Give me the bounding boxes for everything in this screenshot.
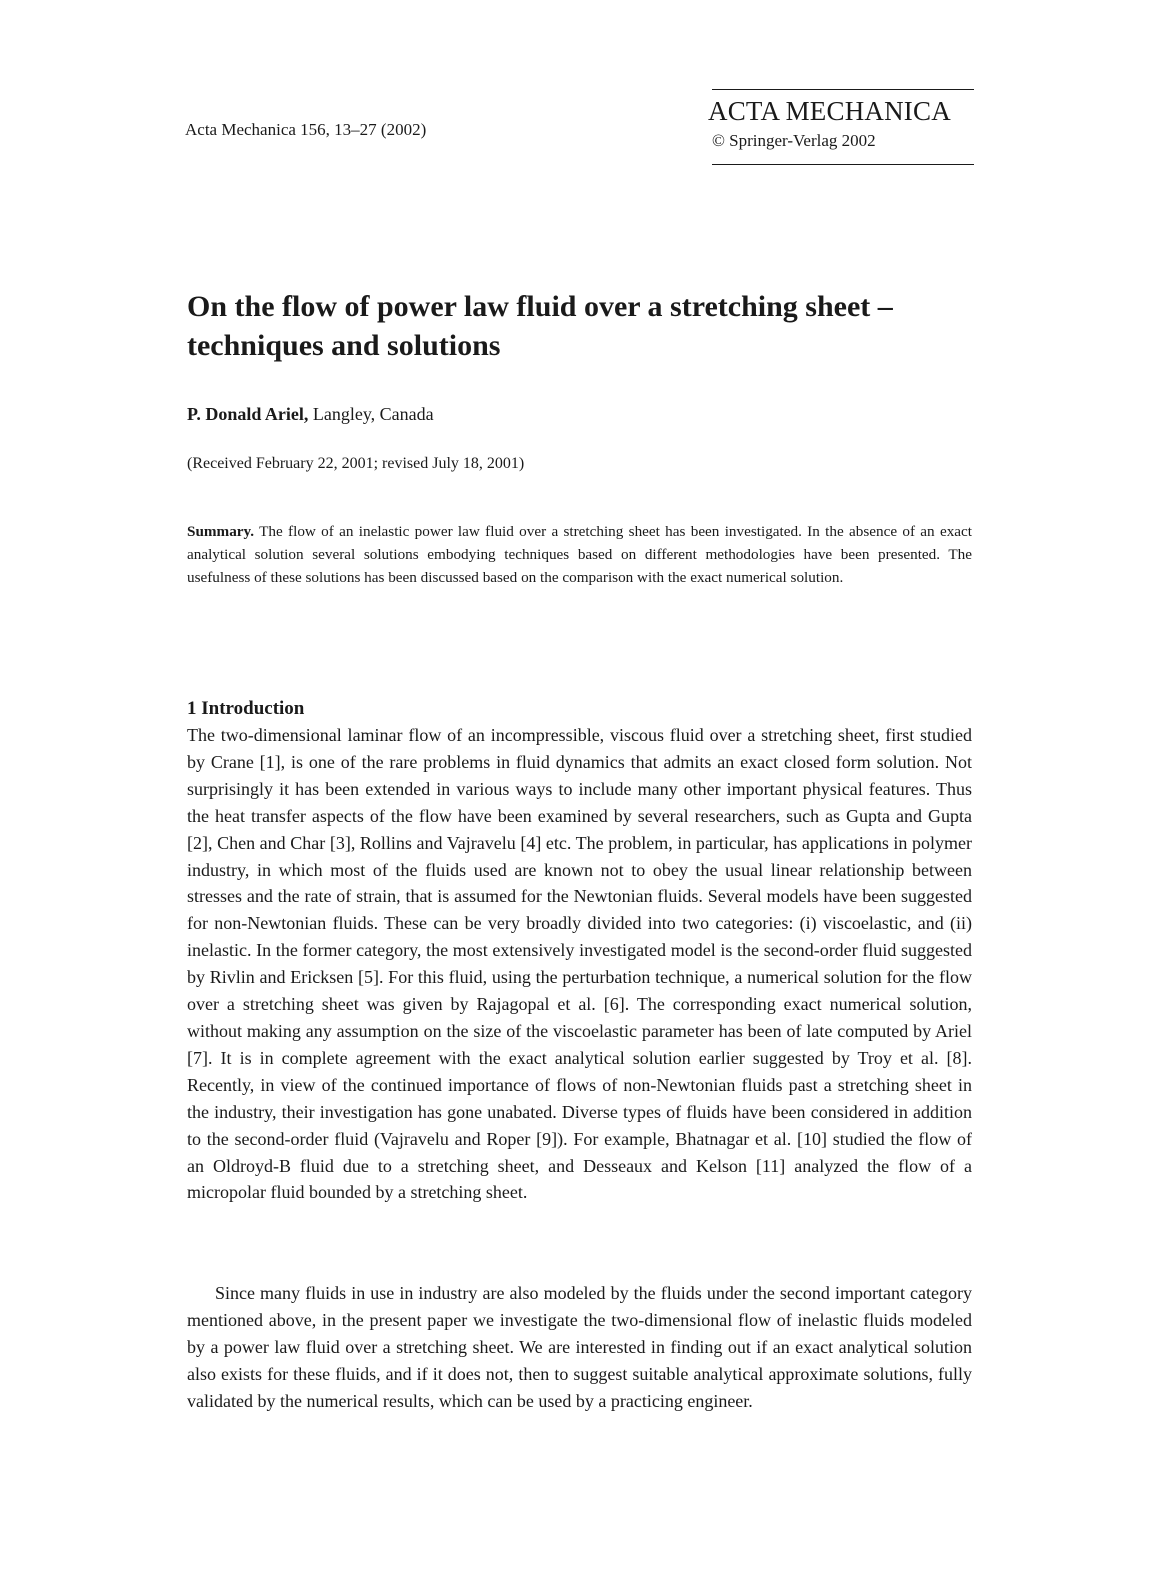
received-dates: (Received February 22, 2001; revised July 18, 2001) [187, 455, 525, 472]
paper-title: On the flow of power law fluid over a stretching sheet – techniques and solutions [187, 290, 893, 362]
journal-citation: Acta Mechanica 156, 13–27 (2002) [185, 120, 427, 139]
author-location: Langley, Canada [312, 404, 434, 424]
summary-label: Summary. [187, 523, 255, 540]
introduction-paragraph-1: The two-dimensional laminar flow of an incompressible, viscous fluid over a stretching sheet, first studied by Crane [1], is one of the rare problems in fluid dynamics that admits an exact closed form solution. Not surprisingly it has been extended in various ways to include many other important physical features. Thus the heat transfer aspects of the flow have been examined by several researchers, such as Gupta and Gupta [2], Chen and Char [3], Rollins and Vajravelu [4] etc. The problem, in particular, has applications in polymer industry, in which most of the fluids used are known not to obey the usual linear relationship between stresses and the rate of strain, that is assumed for the Newtonian fluids. Several models have been suggested for non-Newtonian fluids. These can be very broadly divided into two categories: (i) viscoelastic, and (ii) inelastic. In the former category, the most extensively investigated model is the second-order fluid suggested by Rivlin and Ericksen [5]. For this fluid, using the perturbation technique, a numerical solution for the flow over a stretching sheet was given by Rajagopal et al. [6]. The corresponding exact numerical solution, without making any assumption on the size of the viscoelastic parameter has been of late computed by Ariel [7]. It is in complete agreement with the exact analytical solution earlier suggested by Troy et al. [8]. Recently, in view of the continued importance of flows of non-Newtonian fluids past a stretching sheet in the industry, their investigation has gone unabated. Diverse types of fluids have been considered in addition to the second-order fluid (Vajravelu and Roper [9]). For example, Bhatnagar et al. [10] studied the flow of an Oldroyd-B fluid due to a stretching sheet, and Desseaux and Kelson [11] analyzed the flow of a micropolar fluid bounded by a stretching sheet. [187, 725, 972, 1203]
copyright-notice: © Springer-Verlag 2002 [712, 131, 876, 150]
section-heading-introduction: 1 Introduction [187, 698, 305, 719]
author-name: P. Donald Ariel, [187, 404, 309, 424]
summary-abstract [187, 520, 972, 589]
masthead-bottom-rule [712, 164, 974, 165]
journal-name: ACTA MECHANICA [708, 96, 951, 126]
summary-text: The flow of an inelastic power law fluid over a stretching sheet has been investigated. In the absence of an exact analytical solution several solutions embodying techniques based on different methodologies have been presented. The usefulness of these solutions has been discussed based on the comparison with the exact numerical solution. [187, 523, 972, 586]
masthead-top-rule [712, 89, 974, 90]
introduction-paragraph-2: Since many fluids in use in industry are also modeled by the fluids under the second important category mentioned above, in the present paper we investigate the two-dimensional flow of inelastic fluids modeled by a power law fluid over a stretching sheet. We are interested in finding out if an exact analytical solution also exists for these fluids, and if it does not, then to suggest suitable analytical approximate solutions, fully validated by the numerical results, which can be used by a practicing engineer. [187, 1283, 972, 1411]
journal-masthead [708, 89, 974, 165]
author-line [187, 404, 434, 425]
